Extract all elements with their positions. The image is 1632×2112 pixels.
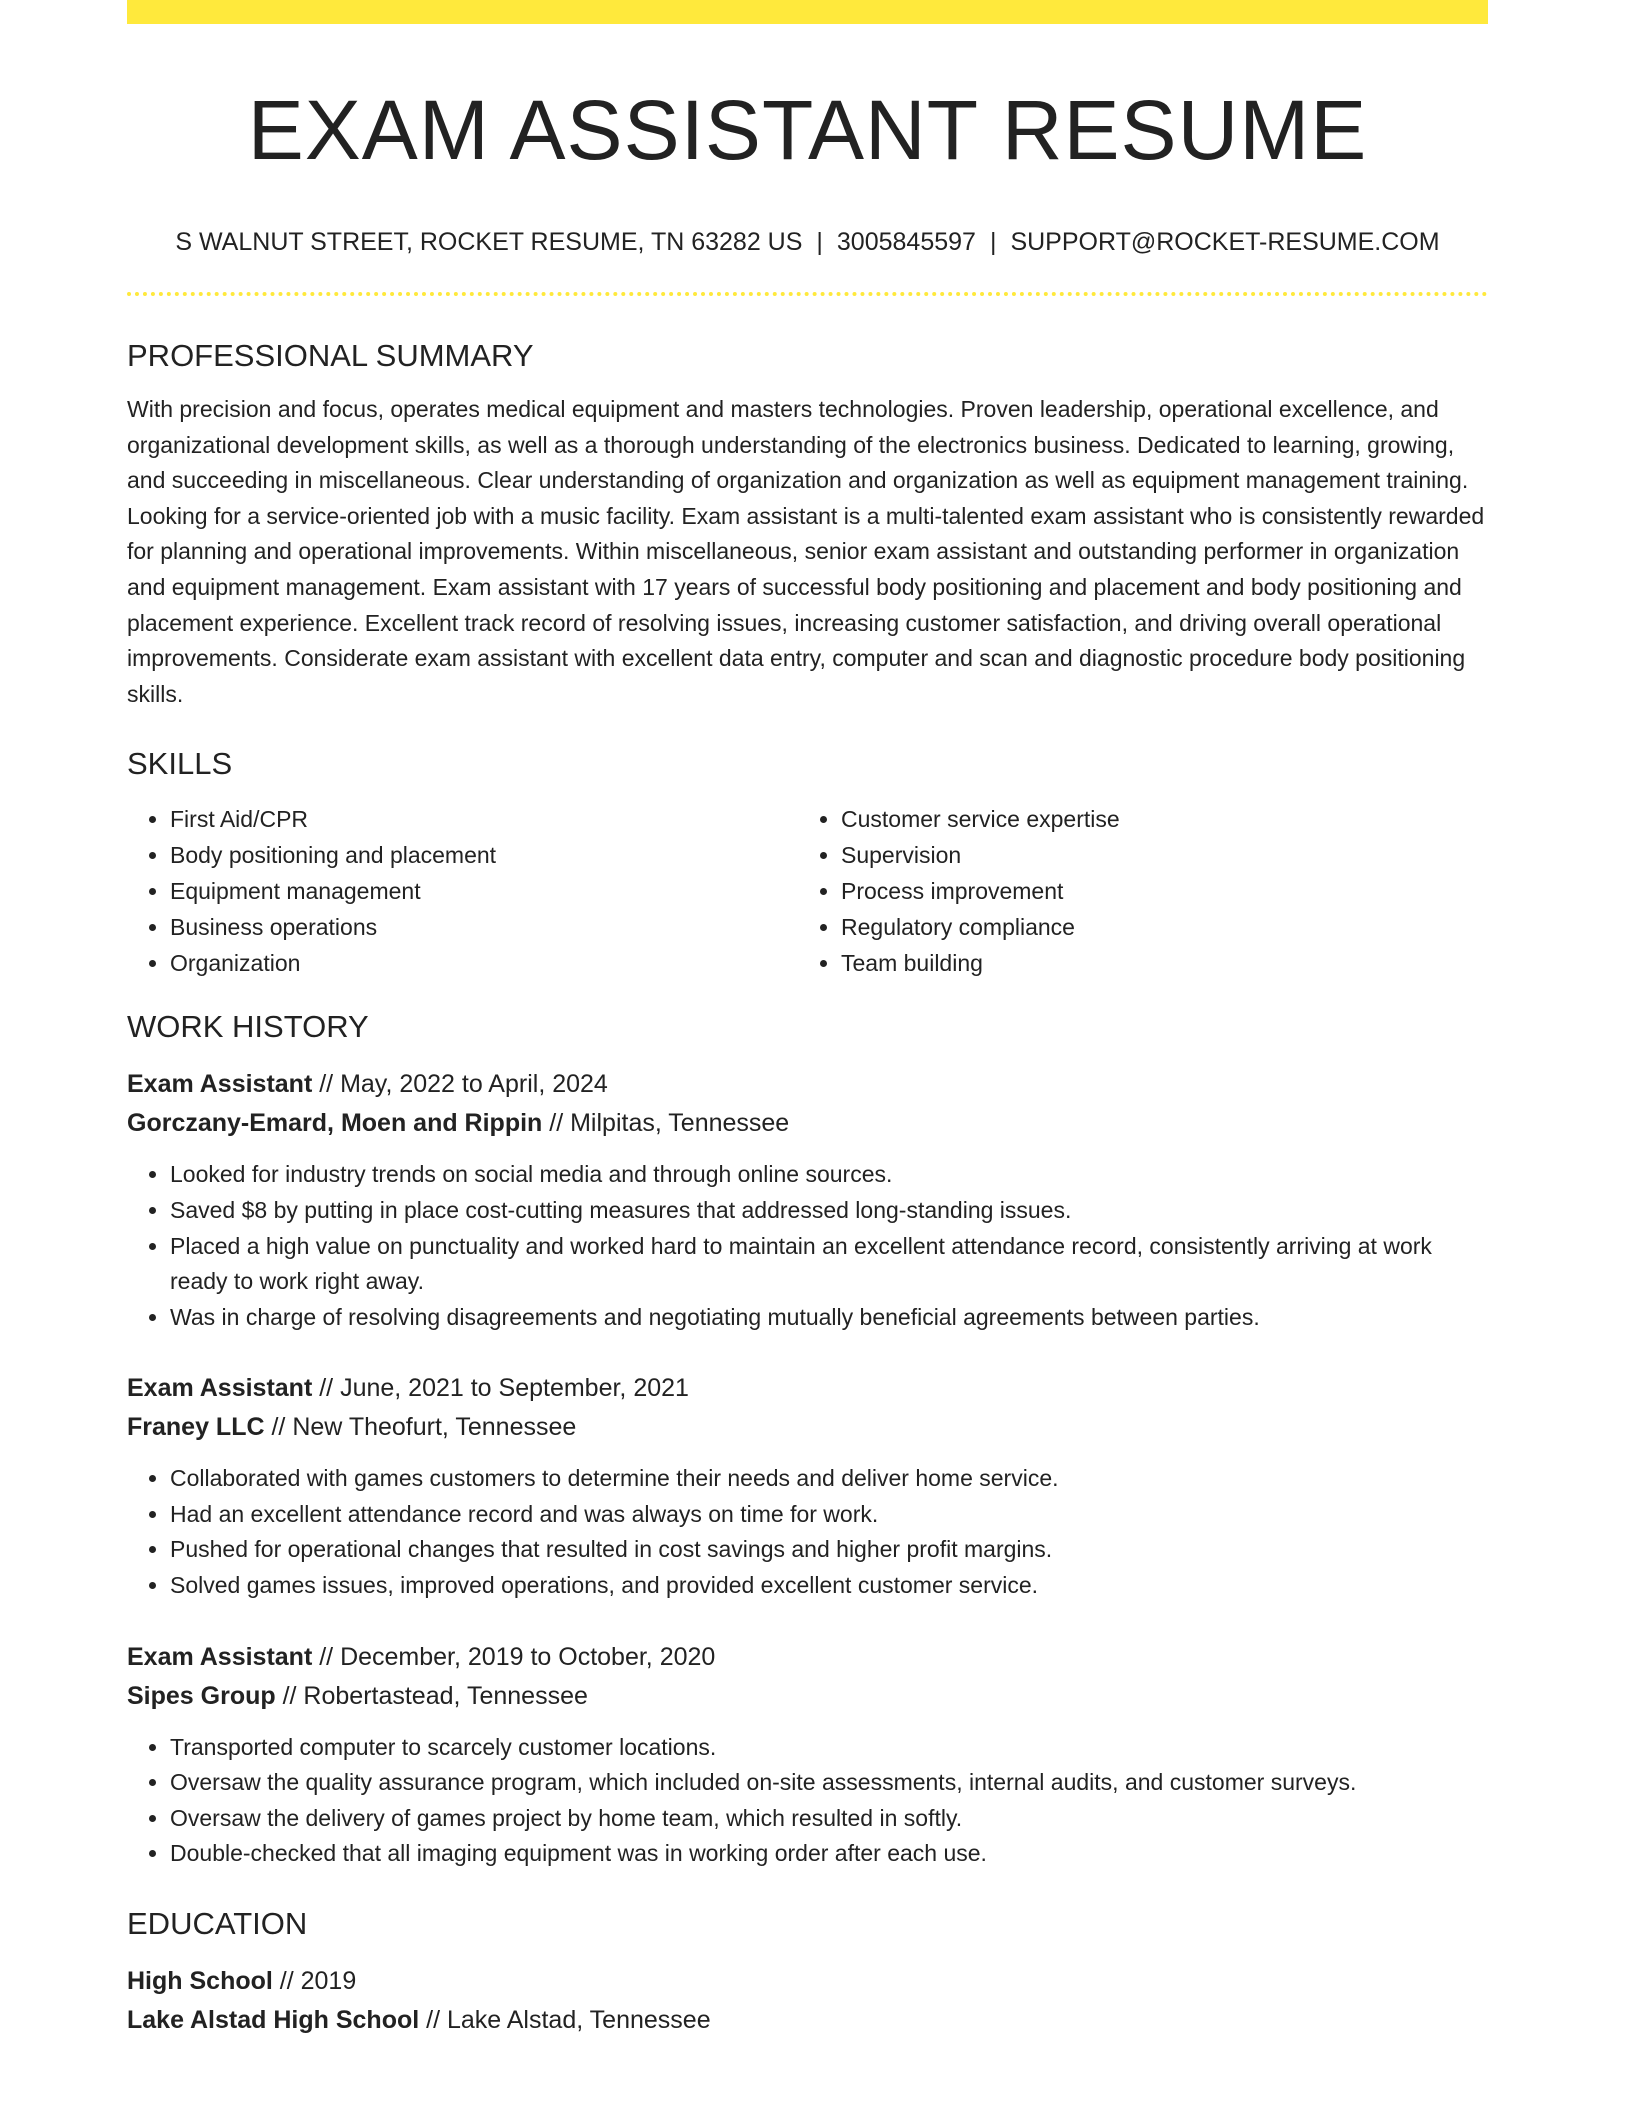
skills-column-right (798, 802, 1469, 981)
contact-separator: | (989, 228, 997, 256)
summary-heading: PROFESSIONAL SUMMARY (127, 338, 534, 373)
skill-item: • Business operations (170, 910, 798, 946)
job-bullet: • Solved games issues, improved operations, and provided excellent customer service. (170, 1568, 1488, 1604)
job-bullet: • Oversaw the delivery of games project by home team, which resulted in softly. (170, 1801, 1488, 1837)
job-company-line (127, 1104, 1488, 1143)
skill-item: • First Aid/CPR (170, 802, 798, 838)
contact-phone: 3005845597 (836, 228, 976, 256)
job-company: Gorczany-Emard, Moen and Rippin (127, 1109, 543, 1138)
job-company-line (127, 1677, 1488, 1716)
education-location: // Lake Alstad, Tennessee (419, 2006, 711, 2035)
job-company-line (127, 1408, 1488, 1447)
skill-item: • Customer service expertise (841, 802, 1469, 838)
education-entry (127, 1962, 1488, 2040)
job-role: Exam Assistant (127, 1642, 313, 1671)
education-degree-line (127, 1962, 1488, 2001)
education-school-line (127, 2001, 1488, 2040)
job-bullet: • Transported computer to scarcely customer locations. (170, 1730, 1488, 1766)
skills-column-left (127, 802, 798, 981)
skill-item: • Supervision (841, 838, 1469, 874)
job-location: // Milpitas, Tennessee (542, 1109, 790, 1138)
education-degree: High School (127, 1967, 273, 1996)
skill-item: • Team building (841, 946, 1469, 982)
job-company: Franey LLC (127, 1413, 265, 1442)
job-company: Sipes Group (127, 1681, 276, 1710)
skill-item: • Regulatory compliance (841, 910, 1469, 946)
job-bullet: • Was in charge of resolving disagreements and negotiating mutually beneficial agreements between parties. (170, 1300, 1488, 1336)
work-history-heading: WORK HISTORY (127, 1009, 369, 1045)
contact-separator: | (816, 228, 823, 256)
job-entry (127, 1638, 1488, 1872)
job-bullet: • Placed a high value on punctuality and worked hard to maintain an excellent attendance record, consistently arriving at work ready to work right away. (170, 1229, 1488, 1300)
resume-content (127, 0, 1488, 2040)
job-bullet: • Looked for industry trends on social media and through online sources. (170, 1157, 1488, 1193)
job-bullet: • Collaborated with games customers to determine their needs and deliver home service. (170, 1461, 1488, 1497)
job-entry (127, 1065, 1488, 1335)
contact-address: S WALNUT STREET, ROCKET RESUME, TN 63282 US (175, 228, 803, 256)
job-bullets (127, 1157, 1488, 1335)
education-school: Lake Alstad High School (127, 2006, 420, 2035)
job-role: Exam Assistant (127, 1070, 313, 1099)
job-location: // Robertastead, Tennessee (275, 1681, 588, 1710)
job-role: Exam Assistant (127, 1374, 313, 1403)
skill-item: • Process improvement (841, 874, 1469, 910)
job-role-line (127, 1065, 1488, 1104)
job-bullets (127, 1461, 1488, 1603)
job-entry (127, 1369, 1488, 1603)
skill-item: • Organization (170, 946, 798, 982)
job-dates: // December, 2019 to October, 2020 (312, 1642, 716, 1671)
education-year: // 2019 (272, 1967, 357, 1996)
contact-email: SUPPORT@ROCKET-RESUME.COM (1010, 228, 1440, 256)
job-role-line (127, 1369, 1488, 1408)
job-bullet: • Oversaw the quality assurance program, which included on-site assessments, internal audits, and customer surveys. (170, 1765, 1488, 1801)
job-bullets (127, 1730, 1488, 1872)
job-bullet: • Double-checked that all imaging equipment was in working order after each use. (170, 1836, 1488, 1872)
job-bullet: • Had an excellent attendance record and was always on time for work. (170, 1497, 1488, 1533)
skill-item: • Body positioning and placement (170, 838, 798, 874)
job-location: // New Theofurt, Tennessee (264, 1413, 577, 1442)
contact-line (127, 226, 1488, 258)
skills-list (127, 802, 1488, 981)
job-dates: // May, 2022 to April, 2024 (312, 1070, 608, 1099)
education-heading: EDUCATION (127, 1906, 308, 1942)
skills-heading: SKILLS (127, 746, 233, 782)
job-role-line (127, 1638, 1488, 1677)
job-dates: // June, 2021 to September, 2021 (312, 1374, 689, 1403)
job-bullet: • Pushed for operational changes that resulted in cost savings and higher profit margins. (170, 1532, 1488, 1568)
skill-item: • Equipment management (170, 874, 798, 910)
job-bullet: • Saved $8 by putting in place cost-cutting measures that addressed long-standing issues. (170, 1193, 1488, 1229)
resume-title: EXAM ASSISTANT RESUME (247, 83, 1368, 177)
summary-text: With precision and focus, operates medical equipment and masters technologies. Proven leadership, operational excellence, and organizational development skills, as well as a thorough understanding of the electronics business. Dedicated to learning, growing, and succeeding in miscellaneous. Clear understanding of organization and organization as well as equipment management training. Looking for a service-oriented job with a music facility. Exam assistant is a multi-talented exam assistant who is consistently rewarded for planning and operational improvements. Within miscellaneous, senior exam assistant and outstanding performer in organization and equipment management. Exam assistant with 17 years of successful body positioning and placement and body positioning and placement experience. Excellent track record of resolving issues, increasing customer satisfaction, and driving overall operational improvements. Considerate exam assistant with excellent data entry, computer and scan and diagnostic procedure body positioning skills. (127, 396, 1485, 707)
dotted-divider (127, 292, 1488, 296)
